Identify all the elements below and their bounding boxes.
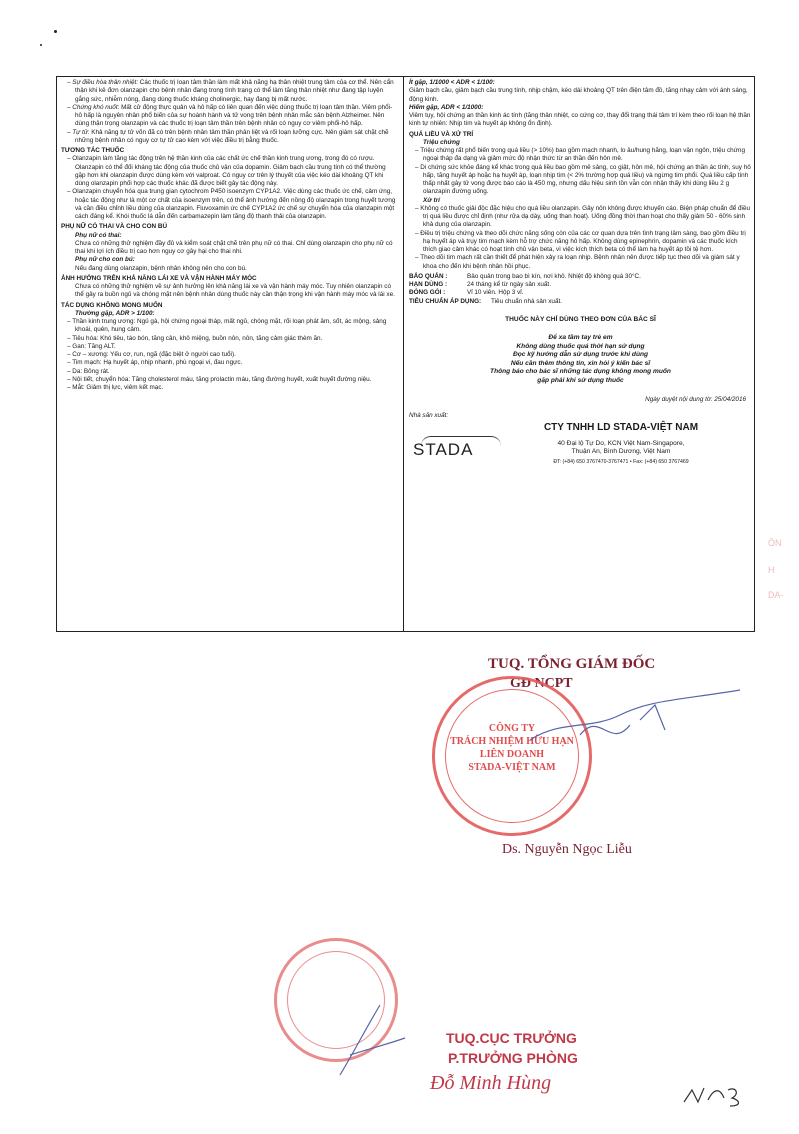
treatment-item: – Theo dõi tim mạch rất cần thiết để phát hiện xảy ra loạn nhịp. Bệnh nhân nên được tiếp tục theo dõi và giám sát y khoa cho đến khi bệnh nhân hồi phục. <box>409 254 752 271</box>
scan-dot <box>40 44 42 46</box>
edge-mark: ÔN <box>768 538 782 548</box>
uncommon-subheading: Ít gặp, 1/1000 < ADR < 1/100: <box>409 79 495 86</box>
precaution-text: Các thuốc trị loạn tâm thần làm mất khả năng hạ thân nhiệt trung tâm của cơ thể. Nên cẩn thận khi kê đơn olanzapin cho bệnh nhân đang trong tình trạng có thể làm tăng thân nhiệt như đang tập luyện gắng sức, nhiễm nóng, đang dùng thuốc kháng cholinergic, hay đang bị mất nước. <box>75 79 394 103</box>
right-column <box>409 79 752 470</box>
initials-mark <box>680 1082 750 1110</box>
agency-title: TUQ.CỤC TRƯỞNG <box>446 1030 577 1046</box>
edge-mark: DA- <box>768 590 784 600</box>
expiry-value: 24 tháng kể từ ngày sản xuất. <box>467 281 551 288</box>
interaction-item: – Olanzapin làm tăng tác động trên hệ thần kinh của các chất ức chế thần kinh trung ương, trong đó có rượu. Olanzapin có thể đối kháng tác động của thuốc chủ vận của dopamin. Giảm bạch cầu trung tính có thể thường gặp hơn khi olanzapin được dùng kèm với valproat. Có nguy cơ trên lý thuyết của việc kéo dài khoảng QT khi dùng olanzapin phối hợp các thuốc khác đã được biết gây tác động này. <box>61 155 397 188</box>
precaution-item <box>61 79 397 104</box>
precaution-label: Chứng khó nuốt: <box>72 103 120 111</box>
manufacturer-block <box>409 424 752 470</box>
rare-text: Viêm tụy, hội chứng an thần kinh ác tính (tăng thân nhiệt, co cứng cơ, thay đổi trạng thái tâm trí kèm theo rối loạn hệ thần kinh tự nhiên: Nhịp tim và huyết áp không ổn định). <box>409 112 751 128</box>
agency-signer-name: Đỗ Minh Hùng <box>430 1072 552 1094</box>
precaution-text: Khả năng tự tử vốn đã có trên bệnh nhân tâm thần phân liệt và rối loạn lưỡng cực. Nên giám sát chặt chẽ những bệnh nhân có nguy cơ tự tử cao kèm với việc điều trị bằng thuốc. <box>75 128 389 144</box>
warning-line: Thông báo cho bác sĩ những tác dụng không mong muốn <box>490 368 671 376</box>
nursing-subheading: Phụ nữ cho con bú: <box>75 256 135 264</box>
warning-line: gặp phải khi sử dụng thuốc <box>537 376 624 384</box>
stamp-line: CÔNG TY <box>488 723 536 734</box>
driving-text: Chưa có những thử nghiệm về sự ảnh hưởng lên khả năng lái xe và vận hành máy móc. Tuy nhiên olanzapin có thể gây ra buồn ngủ và chóng mặt nên bệnh nhân dùng thuốc này cần thận trọng khi vận hành máy móc và lái xe. <box>75 283 395 299</box>
stamp-line: TRÁCH NHIỆM HỮU HẠN <box>450 736 574 747</box>
treatment-item: – Điều trị triệu chứng và theo dõi chức năng sống còn của các cơ quan dựa trên tình trạng lâm sàng, bao gồm điều trị hạ huyết áp và trụy tim mạch kèm hỗ trợ chức năng hô hấp. Không dùng epinephrin, dopamin và các thuốc kích thích giao cảm khác có hoạt tính chủ vận beta, vì việc kích thích beta có thể làm hạ huyết áp tồi tệ hơn. <box>409 230 752 255</box>
expiry-row <box>409 281 752 289</box>
uncommon-text: Giảm bạch cầu, giảm bạch cầu trung tính, nhịp chậm, kéo dài khoảng QT trên điện tâm đồ, tăng nhạy cảm với ánh sáng, động kinh. <box>409 87 748 103</box>
warning-line: Để xa tầm tay trẻ em <box>548 334 613 341</box>
gd-name: Ds. Nguyễn Ngọc Liễu <box>502 842 632 857</box>
symptom-item: – Triệu chứng rất phổ biến trong quá liều (> 10%) bao gồm mạch nhanh, lo âu/hung hăng, loạn vận ngôn, triệu chứng ngoại tháp đa dạng và giảm mức độ nhận thức từ an thần đến hôn mê. <box>409 147 752 164</box>
warning-line: Không dùng thuốc quá thời hạn sử dụng <box>516 342 645 350</box>
adr-item: – Thần kinh trung ương: Ngủ gà, hội chứng ngoại tháp, mất ngủ, chóng mặt, rối loạn phát âm, sốt, ác mộng, sảng khoái, quên, hung cảm. <box>61 318 397 335</box>
pack-row <box>409 289 752 297</box>
precaution-label: Sự điều hòa thân nhiệt: <box>72 79 139 86</box>
adr-item: – Tim mạch: Hạ huyết áp, nhịp nhanh, phù ngoại vi, đau ngực. <box>61 359 397 367</box>
adr-item: – Gan: Tăng ALT. <box>61 343 397 351</box>
adr-list <box>61 318 397 392</box>
storage-row <box>409 273 752 281</box>
manufacturer-label: Nhà sản xuất: <box>409 411 449 419</box>
gd-subtitle: GĐ NCPT <box>510 676 573 691</box>
company-phone: ĐT: (+84) 650 3767470-3767471 • Fax: (+84) 650 3767469 <box>553 459 689 466</box>
stamp-line: LIÊN DOANH <box>479 749 545 760</box>
company-name: CTY TNHH LD STADA-VIỆT NAM <box>543 422 699 434</box>
pack-label: ĐÓNG GÓI : <box>409 289 446 297</box>
stamp-line: STADA-VIỆT NAM <box>468 762 556 773</box>
pregnant-text: Chưa có những thử nghiệm đầy đủ và kiểm soát chặt chẽ trên phụ nữ có thai. Chỉ dùng olanzapin cho phụ nữ có thai khi lợi ích điều trị cao hơn nguy cơ gây hại cho thai nhi. <box>75 239 393 255</box>
logo-text: STADA <box>413 440 474 460</box>
warning-line: Đọc kỹ hướng dẫn sử dụng trước khi dùng <box>512 351 649 359</box>
symptom-item: – Di chứng sức khỏe đáng kể khác trong quá liều bao gồm mê sảng, co giật, hôn mê, hội chứng an thần ác tính, suy hô hấp, tăng huyết áp hoặc hạ huyết áp, loạn nhịp tim (< 2% trường hợp quá liều) và ngừng tim phổi. Quá liều cấp tính thấp nhất gây tử vong được báo cáo là 450 mg, nhưng dấu hiệu sinh tồn vẫn còn nhận thấy khi dùng liều 2 g olanzapin đường uống. <box>409 164 752 197</box>
interactions-list <box>61 155 397 221</box>
symptoms-subheading: Triệu chứng <box>423 138 460 146</box>
adr-item: – Da: Bông rát. <box>61 368 397 376</box>
adr-item: – Tiêu hóa: Khó tiêu, táo bón, tăng cân, khô miệng, buồn nôn, nôn, tăng cảm giác thèm ăn. <box>61 335 397 343</box>
standard-row <box>409 298 752 306</box>
treatment-subheading: Xử trí <box>423 196 440 204</box>
storage-label: BẢO QUẢN : <box>409 272 448 280</box>
precaution-item <box>61 104 397 129</box>
prescription-notice: THUỐC NÀY CHỈ DÙNG THEO ĐƠN CỦA BÁC SĨ <box>505 315 656 323</box>
adr-heading: TÁC DỤNG KHÔNG MONG MUỐN <box>61 301 163 309</box>
leaflet-frame <box>56 76 755 632</box>
warning-line: Nếu cần thêm thông tin, xin hỏi ý kiến bác sĩ <box>510 359 651 367</box>
column-divider <box>403 77 404 631</box>
gd-title: TUQ. TỔNG GIÁM ĐỐC <box>488 656 656 672</box>
precaution-label: Tự tử: <box>72 128 90 136</box>
symptoms-list <box>409 147 752 197</box>
agency-signature <box>330 1000 410 1080</box>
pregnant-subheading: Phụ nữ có thai: <box>75 231 122 239</box>
adr-common-subheading: Thường gặp, ADR > 1/100: <box>75 309 155 317</box>
pack-value: Vỉ 10 viên. Hộp 3 vỉ. <box>467 289 524 297</box>
adr-item: – Mắt: Giảm thị lực, viêm kết mạc. <box>61 384 397 392</box>
approval-date: Ngày duyệt nội dung tờ: 25/04/2016 <box>645 395 746 403</box>
standard-value: Tiêu chuẩn nhà sản xuất. <box>491 297 563 305</box>
driving-heading: ẢNH HƯỞNG TRÊN KHẢ NĂNG LÁI XE VÀ VẬN HÀNH MÁY MÓC <box>61 274 257 282</box>
gd-signature <box>520 680 750 760</box>
scan-dot <box>54 30 57 33</box>
adr-item: – Cơ – xương: Yếu cơ, run, ngã (đặc biệt ở người cao tuổi). <box>61 351 397 359</box>
precaution-text: Mất cử động thực quản và hô hấp có liên quan đến việc dùng thuốc trị loạn tâm thần. Viêm phổi-hô hấp là nguyên nhân phổ biến của sự hoành hành và tử vong trên bệnh nhân mắc sản bệnh Alzheimer. Nên dùng thận trọng olanzapin và các thuốc trị loạn tâm thần trên bệnh nhân có nguy cơ viêm phổi-hô hấp. <box>75 103 393 128</box>
agency-subtitle: P.TRƯỞNG PHÒNG <box>448 1050 578 1066</box>
standard-label: TIÊU CHUẨN ÁP DỤNG: <box>409 297 482 305</box>
warnings-block <box>409 334 752 386</box>
treatment-list <box>409 205 752 271</box>
expiry-label: HẠN DÙNG : <box>409 281 448 288</box>
adr-item: – Nội tiết, chuyển hóa: Tăng cholesterol máu, tăng prolactin máu, tăng đường huyết, xuất huyết đường niệu. <box>61 376 397 384</box>
precautions-list <box>61 79 397 145</box>
address-line-2: Thuận An, Bình Dương, Việt Nam <box>571 448 671 456</box>
interaction-item: – Olanzapin chuyển hóa qua trung gian cytochrom P450 isoenzym CYP1A2. Việc dùng các thuốc ức chế, cảm ứng, hoặc tác động như là một cơ chất của isoenzym trên, có thể ảnh hưởng đến nồng độ olanzapin trong huyết tương và cần điều chỉnh liều dùng của olanzapin. Fluvoxamin ức chế CYP1A2 ức chế sự chuyển hóa của olanzapin một cách đáng kể. Khói thuốc lá dẫn đến carbamazepin làm tăng độ thanh thải của olanzapin. <box>61 188 397 221</box>
precaution-item <box>61 129 397 146</box>
edge-mark: H <box>768 565 775 575</box>
left-column <box>61 79 397 392</box>
nursing-text: Nếu đang dùng olanzapin, bệnh nhân không nên cho con bú. <box>75 264 247 272</box>
overdose-heading: QUÁ LIỀU VÀ XỬ TRÍ <box>409 130 474 138</box>
rare-subheading: Hiếm gặp, ADR < 1/1000: <box>409 103 484 111</box>
treatment-item: – Không có thuốc giải độc đặc hiệu cho quá liều olanzapin. Gây nôn không được khuyến cáo. Biện pháp chuẩn để điều trị quá liều được chỉ định (như rửa dạ dày, uống than hoạt). Uống đồng thời than hoạt cho thấy giảm 50 - 60% sinh khả dụng của olanzapin. <box>409 205 752 230</box>
storage-value: Bảo quản trong bao bì kín, nơi khô. Nhiệt độ không quá 30°C. <box>467 272 641 280</box>
pregnancy-heading: PHỤ NỮ CÓ THAI VÀ CHO CON BÚ <box>61 223 168 231</box>
stada-logo <box>411 434 499 464</box>
company-address <box>501 440 741 457</box>
interactions-heading: TƯƠNG TÁC THUỐC <box>61 147 125 154</box>
address-line-1: 40 Đại lộ Tự Do, KCN Việt Nam-Singapore, <box>557 440 685 448</box>
